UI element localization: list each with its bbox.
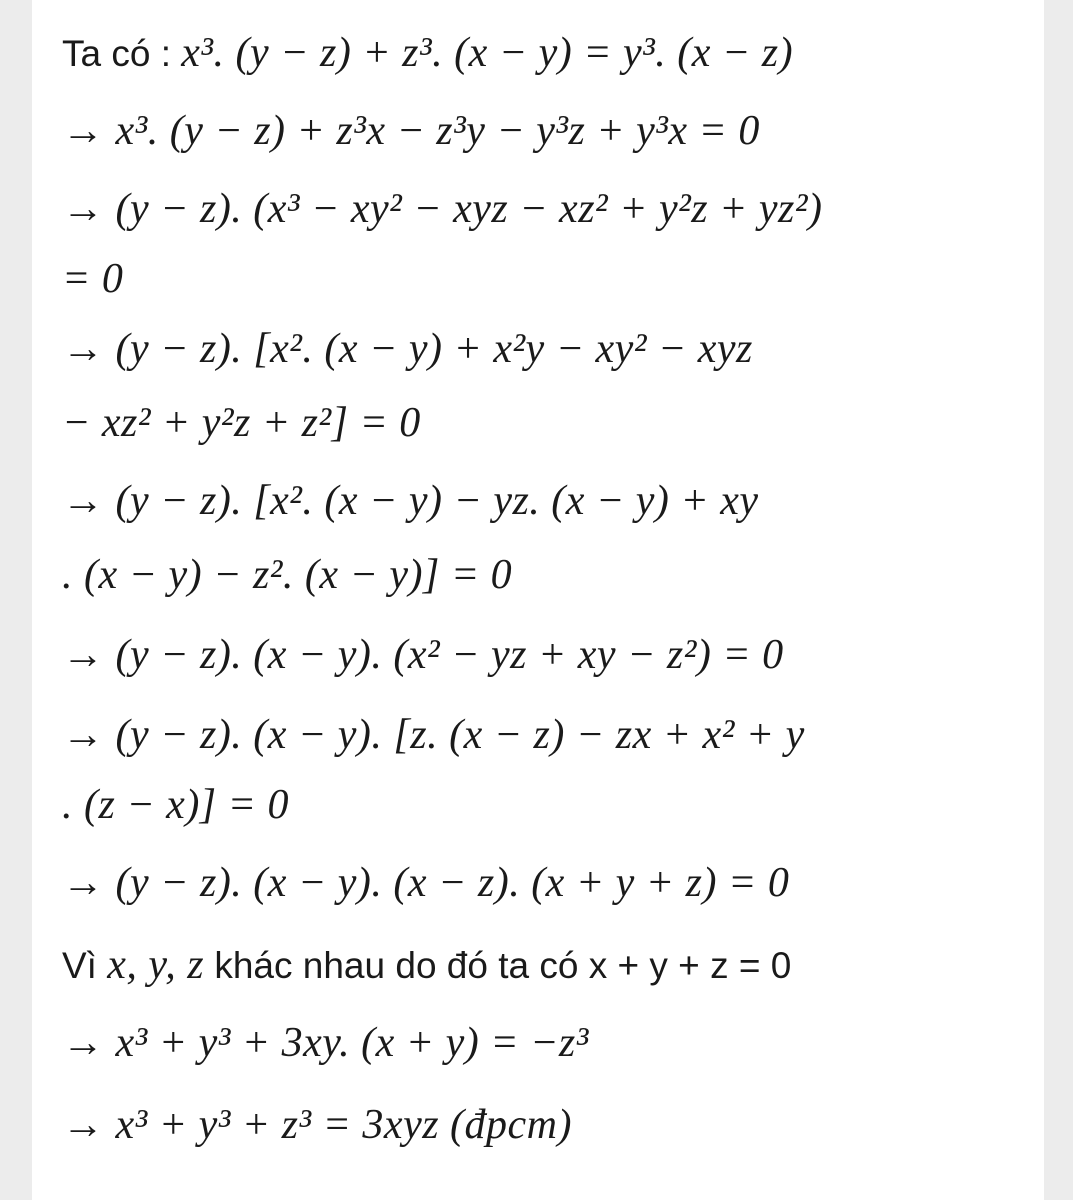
equation-line — [62, 928, 1036, 1002]
equation-line — [62, 172, 1036, 246]
line-math: → (y − z). (x − y). (x² − yz + xy − z²) = 0 — [62, 632, 784, 678]
line-math: → x³ + y³ + z³ = 3xyz (đpcm) — [62, 1102, 573, 1148]
line-math: → (y − z). [x². (x − y) − yz. (x − y) + xy — [62, 478, 759, 524]
equation-line — [62, 312, 1036, 386]
equation-line — [62, 242, 1036, 316]
line-math: → (y − z). [x². (x − y) + x²y − xy² − xyz — [62, 326, 753, 372]
equation-line — [62, 698, 1036, 772]
equation-line — [62, 768, 1036, 842]
line-math: x, y, z — [107, 942, 205, 988]
equation-line — [62, 538, 1036, 612]
equation-line — [62, 386, 1036, 460]
line-prefix: Vì — [62, 945, 108, 986]
equation-line — [62, 846, 1036, 920]
line-math: = 0 — [62, 256, 124, 302]
line-math: → x³. (y − z) + z³x − z³y − y³z + y³x = 0 — [62, 108, 760, 154]
line-math: → (y − z). (x³ − xy² − xyz − xz² + y²z + yz²) — [62, 186, 823, 232]
line-math: x³. (y − z) + z³. (x − y) = y³. (x − z) — [181, 30, 794, 76]
line-math: → (y − z). (x − y). (x − z). (x + y + z) = 0 — [62, 860, 790, 906]
line-suffix: khác nhau do đó ta có x + y + z = 0 — [204, 945, 792, 986]
line-math: → (y − z). (x − y). [z. (x − z) − zx + x² + y — [62, 712, 805, 758]
equation-line — [62, 618, 1036, 692]
line-math: − xz² + y²z + z²] = 0 — [62, 400, 421, 446]
line-math: → x³ + y³ + 3xy. (x + y) = −z³ — [62, 1020, 589, 1066]
line-math: . (x − y) − z². (x − y)] = 0 — [62, 552, 513, 598]
line-math: . (z − x)] = 0 — [62, 782, 289, 828]
equation-line — [62, 1006, 1036, 1080]
equation-line — [62, 16, 1036, 90]
equation-line — [62, 1088, 1036, 1162]
equation-line — [62, 94, 1036, 168]
line-prefix: Ta có : — [62, 33, 182, 74]
equation-line — [62, 464, 1036, 538]
solution-card — [32, 0, 1044, 1200]
